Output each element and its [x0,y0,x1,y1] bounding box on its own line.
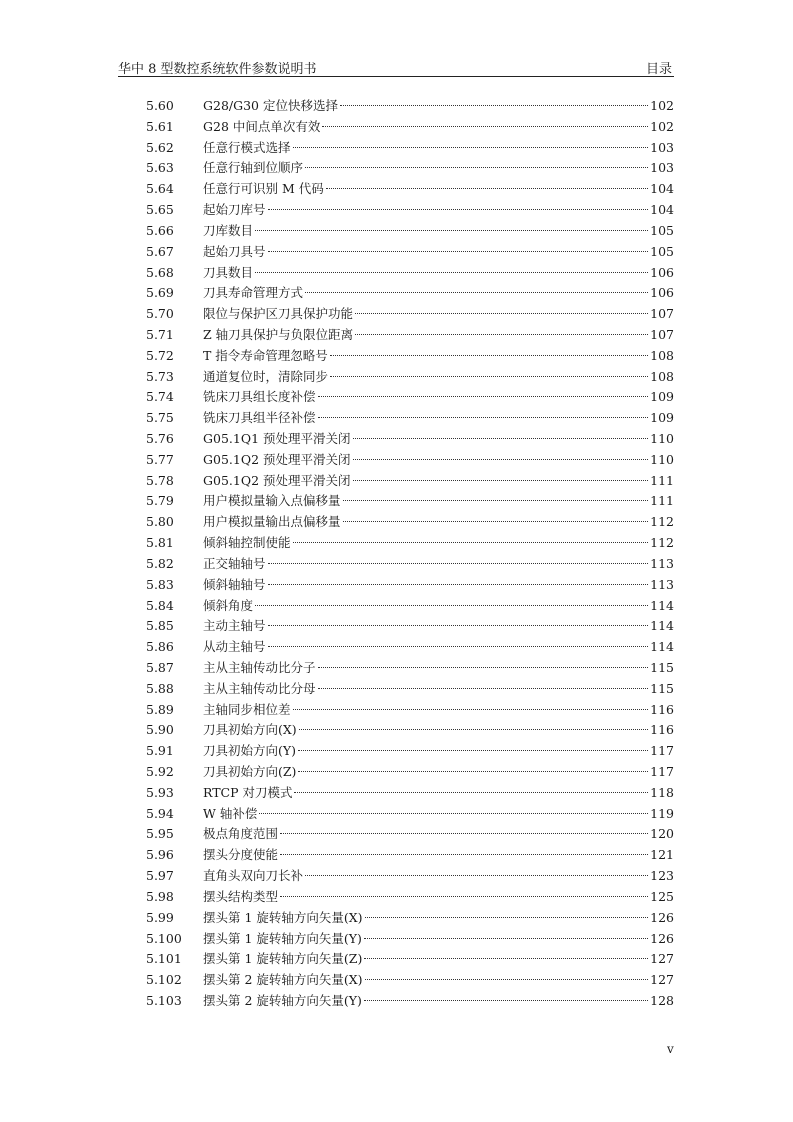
toc-entry-title: 任意行轴到位顺序 [203,160,304,176]
toc-entry-number: 5.69 [146,285,174,301]
toc-entry[interactable] [146,700,674,721]
toc-entry-number: 5.96 [146,847,174,863]
toc-entry[interactable] [146,346,674,367]
toc-entry-number: 5.81 [146,535,174,551]
toc-dot-leader [294,792,648,793]
toc-entry-number: 5.68 [146,264,174,280]
toc-entry-page: 116 [650,722,674,738]
toc-entry-page: 115 [650,659,674,675]
toc-entry-number: 5.62 [146,139,174,155]
toc-entry-page: 123 [650,868,674,884]
toc-entry-title: T 指令寿命管理忽略号 [203,347,328,363]
toc-entry-number: 5.82 [146,555,174,571]
toc-entry-page: 117 [650,743,674,759]
toc-entry-page: 116 [650,701,674,717]
toc-entry-title: 主从主轴传动比分母 [203,680,316,696]
toc-entry[interactable] [146,596,674,617]
toc-entry-page: 114 [650,618,674,634]
toc-entry-page: 121 [650,847,674,863]
toc-entry-number: 5.61 [146,118,174,134]
toc-dot-leader [268,251,649,252]
toc-entry-number: 5.86 [146,639,174,655]
toc-entry[interactable] [146,970,674,991]
toc-entry[interactable] [146,804,674,825]
toc-entry[interactable] [146,408,674,429]
toc-entry-title: 倾斜轴控制使能 [203,535,291,551]
toc-entry-page: 127 [650,951,674,967]
toc-entry-number: 5.85 [146,618,174,634]
toc-dot-leader [330,376,648,377]
toc-entry-number: 5.99 [146,909,174,925]
toc-entry-number: 5.79 [146,493,174,509]
page-number: v [667,1042,674,1056]
toc-entry-number: 5.97 [146,868,174,884]
toc-entry-page: 111 [650,472,674,488]
toc-entry[interactable] [146,242,674,263]
toc-entry[interactable] [146,158,674,179]
toc-entry[interactable] [146,637,674,658]
toc-entry-title: 通道复位时，清除同步 [203,368,329,384]
toc-entry-title: 任意行模式选择 [203,139,291,155]
toc-entry-title: G05.1Q2 预处理平滑关闭 [203,472,351,488]
toc-entry[interactable] [146,429,674,450]
toc-entry-number: 5.102 [146,972,182,988]
toc-entry[interactable] [146,908,674,929]
table-of-contents [146,96,674,1012]
toc-entry-number: 5.88 [146,680,174,696]
toc-dot-leader [318,396,649,397]
toc-entry[interactable] [146,679,674,700]
toc-entry-title: 正交轴轴号 [203,555,266,571]
toc-dot-leader [353,438,649,439]
toc-entry-title: 摆头结构类型 [203,888,279,904]
toc-entry-title: 摆头第 2 旋转轴方向矢量(X) [203,972,363,988]
toc-entry-title: 刀具初始方向(Z) [203,764,297,779]
toc-dot-leader [255,230,648,231]
toc-entry-number: 5.80 [146,514,174,530]
toc-entry[interactable] [146,263,674,284]
toc-entry-title: 刀具寿命管理方式 [203,285,304,301]
toc-dot-leader [343,521,649,522]
toc-entry-page: 114 [650,639,674,655]
toc-dot-leader [268,625,649,626]
toc-entry-page: 107 [650,306,674,322]
toc-dot-leader [280,833,648,834]
toc-dot-leader [298,771,648,772]
toc-entry-page: 119 [650,805,674,821]
toc-dot-leader [255,605,648,606]
toc-entry-page: 103 [650,139,674,155]
toc-entry-title: 刀库数目 [203,222,254,238]
toc-entry-title: 主轴同步相位差 [203,701,291,717]
toc-entry-page: 108 [650,368,674,384]
toc-dot-leader [326,188,648,189]
toc-entry-title: Z 轴刀具保护与负限位距离 [203,326,354,342]
toc-entry-page: 126 [650,909,674,925]
toc-entry[interactable] [146,491,674,512]
toc-entry[interactable] [146,866,674,887]
toc-entry[interactable] [146,200,674,221]
toc-entry-number: 5.92 [146,764,174,779]
toc-dot-leader [268,563,649,564]
toc-dot-leader [293,542,649,543]
toc-dot-leader [305,292,648,293]
toc-entry-number: 5.72 [146,347,174,363]
toc-entry-title: 极点角度范围 [203,826,279,842]
toc-entry-title: 任意行可识别 M 代码 [203,181,324,197]
toc-dot-leader [293,709,649,710]
toc-dot-leader [355,313,648,314]
toc-dot-leader [340,105,648,106]
toc-entry[interactable] [146,991,674,1012]
toc-entry-page: 108 [650,347,674,363]
toc-dot-leader [353,459,649,460]
toc-entry[interactable] [146,450,674,471]
toc-entry[interactable] [146,179,674,200]
toc-dot-leader [364,1000,648,1001]
toc-entry-page: 102 [650,118,674,134]
toc-dot-leader [280,854,648,855]
toc-entry[interactable] [146,554,674,575]
toc-dot-leader [330,355,648,356]
toc-entry-page: 109 [650,389,674,405]
toc-entry-number: 5.83 [146,576,174,592]
toc-dot-leader [268,646,649,647]
toc-entry-title: G05.1Q1 预处理平滑关闭 [203,431,351,446]
toc-entry-number: 5.75 [146,410,174,426]
toc-entry[interactable] [146,741,674,762]
toc-entry-page: 105 [650,222,674,238]
toc-entry-page: 118 [650,784,674,800]
toc-entry-title: 摆头第 2 旋转轴方向矢量(Y) [203,992,362,1008]
toc-entry-page: 106 [650,285,674,301]
toc-entry-page: 128 [650,992,674,1008]
toc-entry-number: 5.64 [146,181,174,197]
toc-entry-title: 起始刀具号 [203,243,266,259]
toc-entry-page: 113 [650,576,674,592]
toc-entry-page: 112 [650,535,674,551]
toc-dot-leader [322,126,648,127]
toc-entry-number: 5.76 [146,431,174,446]
toc-entry[interactable] [146,512,674,533]
toc-entry[interactable] [146,575,674,596]
toc-entry-page: 104 [650,181,674,197]
toc-entry-page: 115 [650,680,674,696]
toc-entry-page: 120 [650,826,674,842]
toc-entry[interactable] [146,304,674,325]
toc-entry-number: 5.67 [146,243,174,259]
toc-entry-title: 倾斜角度 [203,597,254,613]
toc-dot-leader [280,896,648,897]
toc-entry-number: 5.101 [146,951,182,967]
toc-entry-number: 5.94 [146,805,174,821]
toc-entry[interactable] [146,283,674,304]
toc-entry-title: 用户模拟量输出点偏移量 [203,514,341,530]
toc-entry[interactable] [146,929,674,950]
toc-entry-page: 110 [650,431,674,446]
toc-entry-page: 113 [650,555,674,571]
toc-entry-page: 127 [650,972,674,988]
toc-entry-title: 倾斜轴轴号 [203,576,266,592]
toc-entry-number: 5.95 [146,826,174,842]
toc-entry[interactable] [146,96,674,117]
toc-entry-page: 114 [650,597,674,613]
toc-entry-title: 刀具数目 [203,264,254,280]
toc-dot-leader [305,875,648,876]
toc-entry[interactable] [146,221,674,242]
toc-dot-leader [259,813,648,814]
toc-entry[interactable] [146,783,674,804]
toc-entry-title: 刀具初始方向(X) [203,722,297,738]
document-title: 华中 8 型数控系统软件参数说明书 [118,62,317,77]
toc-dot-leader [365,917,649,918]
toc-entry-title: 限位与保护区刀具保护功能 [203,306,354,322]
toc-entry-number: 5.77 [146,451,174,467]
toc-entry-title: 铣床刀具组长度补偿 [203,389,316,405]
toc-entry-title: G28/G30 定位快移选择 [203,98,338,113]
toc-entry-title: G05.1Q2 预处理平滑关闭 [203,451,351,467]
toc-entry-page: 106 [650,264,674,280]
toc-entry-number: 5.91 [146,743,174,759]
toc-dot-leader [365,979,649,980]
toc-entry-title: 摆头分度使能 [203,847,279,863]
toc-entry[interactable] [146,720,674,741]
toc-entry[interactable] [146,533,674,554]
toc-entry-title: 从动主轴号 [203,639,266,655]
toc-dot-leader [305,167,648,168]
toc-entry-page: 125 [650,888,674,904]
toc-dot-leader [364,958,648,959]
toc-entry-number: 5.84 [146,597,174,613]
toc-entry-page: 104 [650,202,674,218]
toc-dot-leader [299,729,648,730]
toc-entry-title: 摆头第 1 旋转轴方向矢量(Z) [203,951,363,967]
toc-entry-number: 5.66 [146,222,174,238]
toc-entry-title: 铣床刀具组半径补偿 [203,410,316,426]
toc-entry[interactable] [146,762,674,783]
toc-entry-title: RTCP 对刀模式 [203,784,293,800]
toc-entry-page: 105 [650,243,674,259]
toc-entry-number: 5.73 [146,368,174,384]
toc-entry-title: 主动主轴号 [203,618,266,634]
toc-entry[interactable] [146,471,674,492]
toc-entry-number: 5.87 [146,659,174,675]
toc-dot-leader [343,500,649,501]
toc-entry-number: 5.63 [146,160,174,176]
toc-entry-number: 5.90 [146,722,174,738]
toc-entry-number: 5.60 [146,98,174,113]
toc-dot-leader [364,938,648,939]
toc-entry[interactable] [146,325,674,346]
toc-entry[interactable] [146,387,674,408]
toc-entry-number: 5.93 [146,784,174,800]
toc-entry-title: 起始刀库号 [203,202,266,218]
toc-entry-title: W 轴补偿 [203,805,258,821]
section-title: 目录 [645,62,672,77]
toc-dot-leader [268,209,649,210]
toc-entry[interactable] [146,138,674,159]
toc-entry-number: 5.78 [146,472,174,488]
toc-entry-page: 109 [650,410,674,426]
toc-dot-leader [318,417,649,418]
toc-entry-page: 110 [650,451,674,467]
toc-entry[interactable] [146,887,674,908]
toc-entry-title: 摆头第 1 旋转轴方向矢量(X) [203,909,363,925]
toc-entry[interactable] [146,845,674,866]
toc-entry-number: 5.70 [146,306,174,322]
toc-dot-leader [268,584,649,585]
toc-entry[interactable] [146,117,674,138]
toc-entry-page: 117 [650,764,674,779]
toc-entry-title: 摆头第 1 旋转轴方向矢量(Y) [203,930,362,946]
toc-entry-title: 刀具初始方向(Y) [203,743,297,759]
toc-dot-leader [353,480,649,481]
toc-entry-number: 5.98 [146,888,174,904]
toc-entry-page: 103 [650,160,674,176]
toc-entry[interactable] [146,658,674,679]
toc-entry-number: 5.89 [146,701,174,717]
toc-dot-leader [293,147,649,148]
toc-entry-number: 5.71 [146,326,174,342]
toc-dot-leader [255,272,648,273]
toc-entry[interactable] [146,949,674,970]
toc-dot-leader [318,688,649,689]
toc-dot-leader [355,334,648,335]
toc-entry-number: 5.100 [146,930,182,946]
toc-entry[interactable] [146,824,674,845]
page-header [118,56,674,77]
toc-entry-title: 用户模拟量输入点偏移量 [203,493,341,509]
toc-entry-page: 112 [650,514,674,530]
toc-dot-leader [298,750,648,751]
toc-entry-title: 直角头双向刀长补 [203,868,304,884]
toc-entry-page: 102 [650,98,674,113]
toc-entry-page: 126 [650,930,674,946]
toc-entry[interactable] [146,367,674,388]
toc-entry-title: 主从主轴传动比分子 [203,659,316,675]
toc-entry-page: 107 [650,326,674,342]
toc-entry-title: G28 中间点单次有效 [203,118,321,134]
toc-entry-number: 5.74 [146,389,174,405]
toc-entry-page: 111 [650,493,674,509]
toc-entry[interactable] [146,616,674,637]
toc-entry-number: 5.103 [146,992,182,1008]
toc-entry-number: 5.65 [146,202,174,218]
toc-dot-leader [318,667,649,668]
